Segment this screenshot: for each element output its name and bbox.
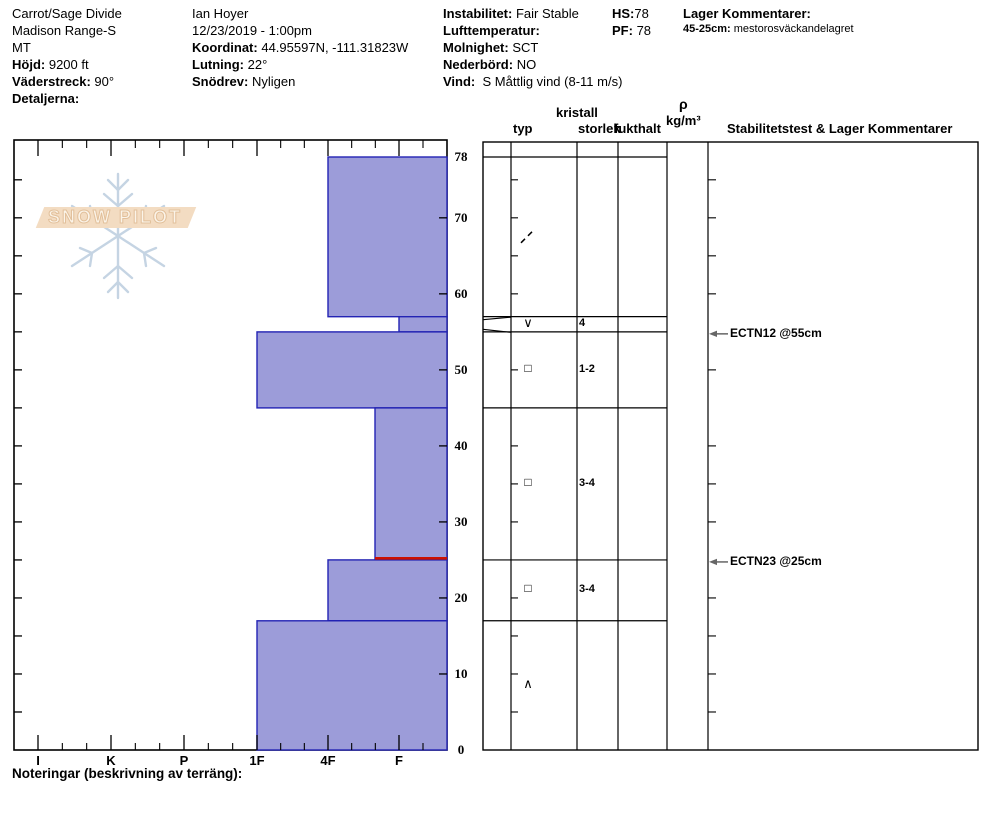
details-label: Detaljerna: — [12, 91, 80, 106]
depth-tick-label: 78 — [454, 149, 468, 164]
hs-label: HS: — [612, 6, 635, 21]
layer-comment-row — [683, 22, 854, 37]
layer-bar — [399, 317, 447, 332]
coordinates-value: 44.95597N, -111.31823W — [261, 40, 409, 55]
layer-bar — [328, 157, 447, 317]
precip-label: Nederbörd: — [443, 57, 514, 72]
airtemp-row — [443, 22, 622, 39]
slope-row — [192, 56, 408, 73]
grain-size-value: 4 — [579, 317, 586, 329]
depth-tick-label: 10 — [454, 666, 468, 681]
observer-name: Ian Hoyer — [192, 6, 249, 21]
airtemp-label: Lufttemperatur: — [443, 23, 540, 38]
column-header-fukthalt: fukthalt — [614, 121, 661, 136]
test-annotation: ECTN23 @25cm — [730, 554, 822, 568]
test-annotation: ECTN12 @55cm — [730, 326, 822, 340]
header-weather-block — [443, 5, 622, 90]
layer-comment-text: mestorosväckandelagret — [733, 23, 854, 35]
drift-label: Snödrev: — [192, 74, 249, 89]
header-site-block — [12, 5, 122, 107]
column-header-stability-comments: Stabilitetstest & Lager Kommentarer — [727, 121, 953, 136]
depth-tick-label: 0 — [457, 742, 465, 757]
layer-bar — [257, 621, 447, 750]
drift-row — [192, 73, 408, 90]
coordinates-label: Koordinat: — [192, 40, 258, 55]
precip-row — [443, 56, 622, 73]
column-header-kristall: kristall — [556, 105, 598, 120]
aspect-row — [12, 73, 122, 90]
site-state: MT — [12, 40, 31, 55]
sky-row — [443, 39, 622, 56]
layer-comment-range: 45-25cm: — [683, 23, 731, 35]
column-header-typ: typ — [513, 121, 533, 136]
column-header-density-unit: kg/m³ — [666, 113, 701, 128]
grain-type-symbol: □ — [524, 361, 532, 375]
logo-wordmark: SNOW PILOT — [48, 207, 182, 227]
column-header-storlek: storlek — [578, 121, 621, 136]
notes-heading: Noteringar (beskrivning av terräng): — [12, 766, 243, 781]
header-observer-block — [192, 5, 408, 90]
depth-tick-label: 20 — [454, 590, 468, 605]
hardness-tick-label: I — [36, 753, 40, 768]
slope-label: Lutning: — [192, 57, 244, 72]
grain-type-symbol: ∧ — [523, 676, 533, 691]
depth-tick-label: 50 — [454, 362, 468, 377]
grain-size-value: 3-4 — [579, 583, 595, 595]
grain-type-symbol: □ — [524, 581, 532, 595]
aspect-value: 90° — [94, 74, 115, 89]
coordinates-row — [192, 39, 408, 56]
sky-label: Molnighet: — [443, 40, 509, 55]
drift-value: Nyligen — [251, 74, 296, 89]
header-layer-comments-block — [683, 5, 854, 37]
stability-row — [443, 5, 622, 22]
pf-value: 78 — [636, 23, 652, 38]
layer-bar — [328, 560, 447, 621]
precip-value: NO — [516, 57, 537, 72]
hs-row — [612, 5, 651, 22]
pf-label: PF: — [612, 23, 633, 38]
wind-value: S Måttlig vind (8-11 m/s) — [482, 74, 623, 89]
pit-datetime: 12/23/2019 - 1:00pm — [192, 23, 312, 38]
depth-tick-label: 30 — [454, 514, 468, 529]
sky-value: SCT — [512, 40, 539, 55]
elevation-value: 9200 ft — [48, 57, 89, 72]
layer-comments-title: Lager Kommentarer: — [683, 6, 811, 21]
stability-label: Instabilitet: — [443, 6, 513, 21]
hardness-tick-label: 4F — [320, 753, 336, 768]
wind-label: Vind: — [443, 74, 476, 89]
grain-size-value: 3-4 — [579, 477, 595, 489]
snowflake-icon — [58, 168, 178, 304]
pf-row — [612, 22, 651, 39]
slope-value: 22° — [247, 57, 268, 72]
hs-value: 78 — [634, 6, 649, 21]
grain-type-symbol: □ — [524, 475, 532, 489]
header-hs-pf-block — [612, 5, 651, 39]
depth-tick-label: 40 — [454, 438, 468, 453]
details-row — [12, 90, 122, 107]
aspect-label: Väderstreck: — [12, 74, 91, 89]
hardness-tick-label: K — [106, 753, 116, 768]
hardness-tick-label: 1F — [249, 753, 265, 768]
grain-size-value: 1-2 — [579, 363, 595, 375]
layer-bar — [375, 408, 447, 560]
elevation-label: Höjd: — [12, 57, 46, 72]
depth-tick-label: 70 — [454, 210, 468, 225]
grain-type-symbol: ∨ — [523, 315, 533, 330]
layer-bar — [257, 332, 447, 408]
site-name: Carrot/Sage Divide — [12, 6, 122, 21]
hardness-tick-label: F — [395, 753, 403, 768]
site-range: Madison Range-S — [12, 23, 117, 38]
column-header-density-symbol: ρ — [679, 96, 688, 112]
elevation-row — [12, 56, 122, 73]
wind-row — [443, 73, 622, 90]
hardness-tick-label: P — [179, 753, 189, 768]
stability-value: Fair Stable — [515, 6, 579, 21]
depth-tick-label: 60 — [454, 286, 468, 301]
